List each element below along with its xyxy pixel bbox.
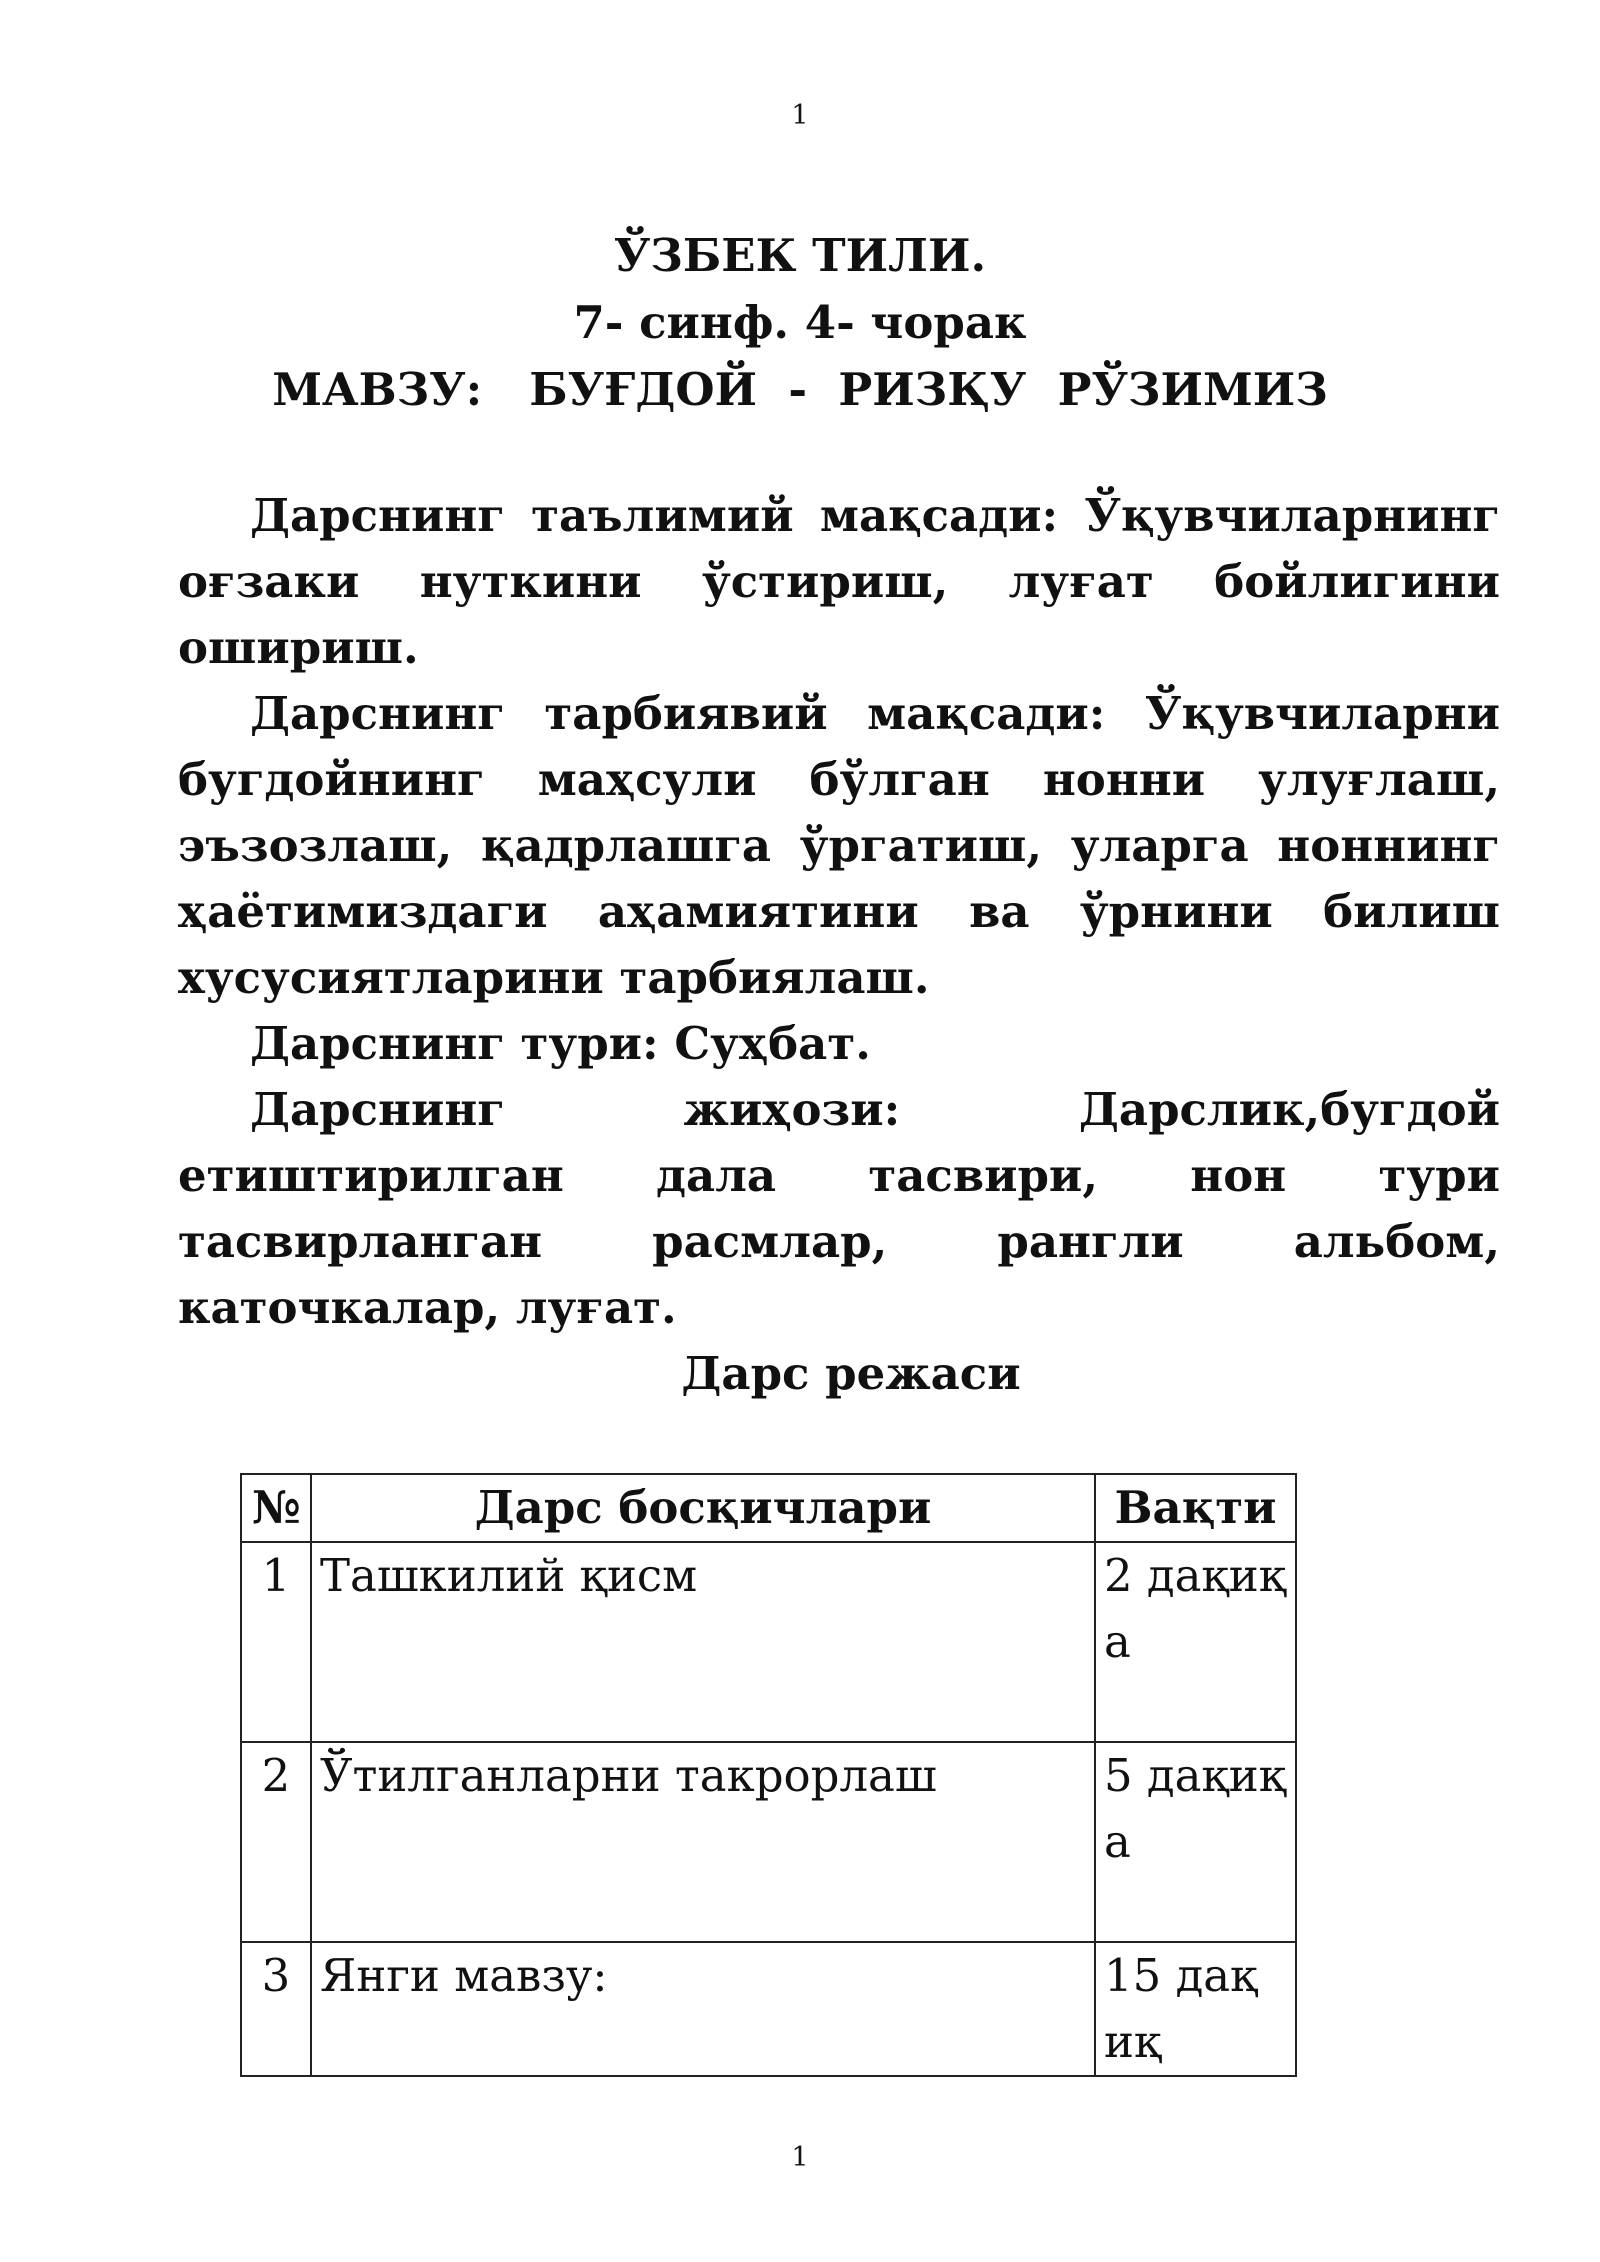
- page-number-bottom: 1: [791, 2142, 809, 2173]
- subject-title: ЎЗБЕК ТИЛИ.: [613, 229, 987, 282]
- lesson-plan-table-container: [240, 1473, 1300, 2080]
- header-number: №: [241, 1474, 311, 1542]
- lesson-plan-table: [240, 1473, 1297, 2077]
- row-number: 1: [241, 1542, 311, 1742]
- table-row: [241, 1942, 1296, 2076]
- row-time: 15 дақиқ: [1095, 1942, 1296, 2076]
- lesson-equipment-paragraph: Дарснинг жиҳози: Дарслик,бугдой етиштирилган дала тасвири, нон тури тасвирланган расмлар, рангли альбом, каточкалар, луғат.: [178, 1083, 1500, 1334]
- row-stage: Янги мавзу:: [311, 1942, 1095, 2076]
- grade-quarter: 7- синф. 4- чорак: [573, 296, 1027, 349]
- page-number-top: 1: [791, 100, 809, 131]
- document-body: [178, 483, 1500, 1407]
- upbringing-goal-paragraph: Дарснинг тарбиявий мақсади: Ўқувчиларни бугдойнинг маҳсули бўлган нонни улуғлаш, эъзозлаш, қадрлашга ўргатиш, уларга ноннинг ҳаётимиздаги аҳамиятини ва ўрнини билиш хусусиятларини тарбиялаш.: [178, 687, 1500, 1004]
- row-stage: Ташкилий қисм: [311, 1542, 1095, 1742]
- document-header: [0, 222, 1600, 423]
- educational-goal-paragraph: Дарснинг таълимий мақсади: Ўқувчиларнинг оғзаки нуткини ўстириш, луғат бойлигини ошириш.: [178, 489, 1500, 674]
- table-header-row: [241, 1474, 1296, 1542]
- row-number: 3: [241, 1942, 311, 2076]
- lesson-type-paragraph: Дарснинг тури: Суҳбат.: [250, 1017, 871, 1070]
- header-time: Вақти: [1095, 1474, 1296, 1542]
- header-stages: Дарс босқичлари: [311, 1474, 1095, 1542]
- row-time: 5 дақиқа: [1095, 1742, 1296, 1942]
- lesson-topic: МАВЗУ: БУҒДОЙ - РИЗҚУ РЎЗИМИЗ: [272, 363, 1328, 416]
- lesson-plan-title: Дарс режаси: [681, 1347, 1021, 1400]
- table-row: [241, 1742, 1296, 1942]
- table-row: [241, 1542, 1296, 1742]
- row-stage: Ўтилганларни такрорлаш: [311, 1742, 1095, 1942]
- row-number: 2: [241, 1742, 311, 1942]
- row-time: 2 дақиқа: [1095, 1542, 1296, 1742]
